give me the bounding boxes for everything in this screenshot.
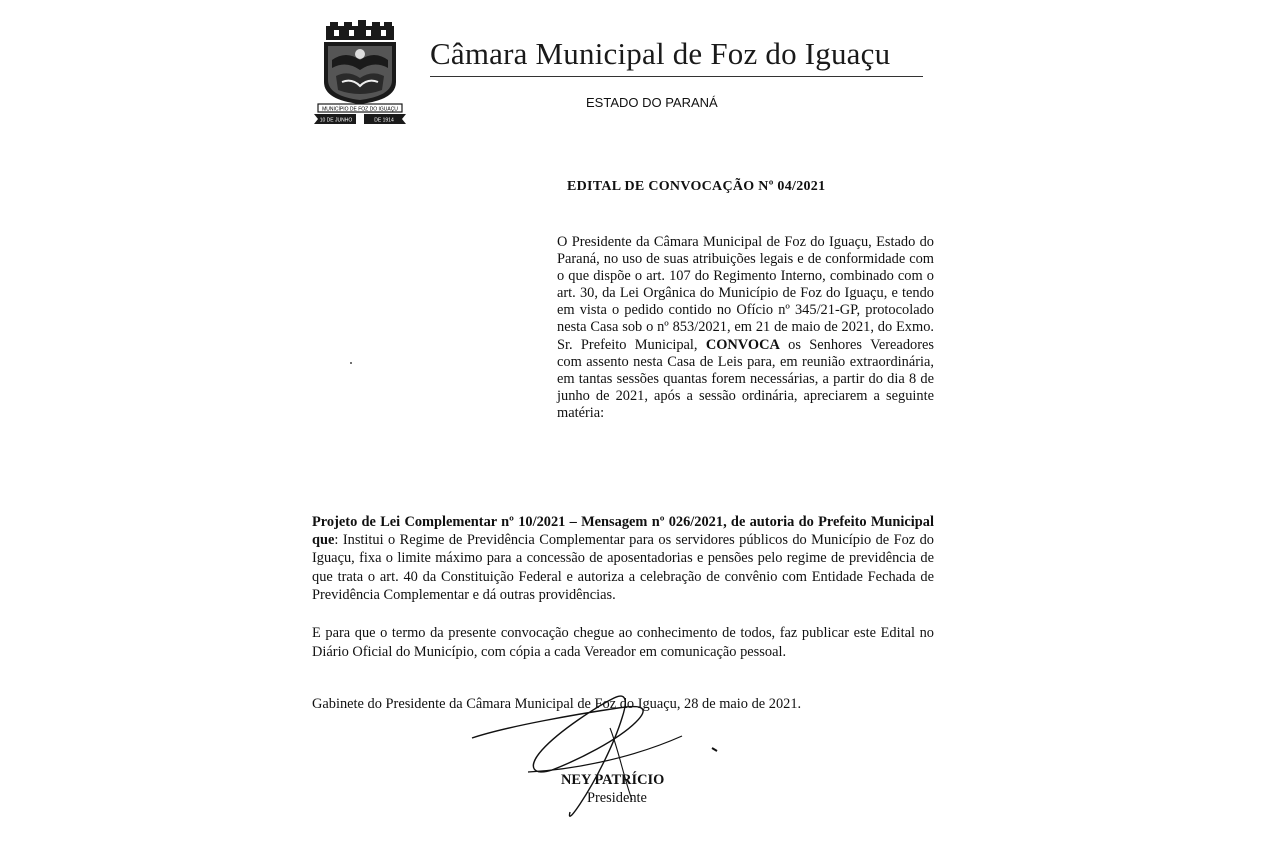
municipal-crest — [312, 20, 408, 128]
signoff-line: Gabinete do Presidente da Câmara Municipal de Foz do Iguaçu, 28 de maio de 2021. — [312, 696, 802, 712]
publication-paragraph: E para que o termo da presente convocação chegue ao conhecimento de todos, faz publicar este Edital no Diário Oficial do Município, com cópia a cada Vereador em comunicação pessoal. — [312, 625, 934, 660]
state-subtitle: ESTADO DO PARANÁ — [586, 95, 718, 110]
institution-title: Câmara Municipal de Foz do Iguaçu — [430, 36, 891, 71]
convocation-keyword: CONVOCA — [705, 336, 780, 353]
crest-banner-text: MUNICÍPIO DE FOZ DO IGUAÇU — [322, 106, 398, 113]
convocation-text-part2: os Senhores Vereadores com assento nesta Casa de Leis para, em reunião extraordinária, em tantas sessões quantas forem necessárias, a partir do dia 8 de junho de 2021, após a sessão ordinária, apreciarem a seguinte matéria: — [557, 336, 934, 421]
projeto-description: : Institui o Regime de Previdência Complementar para os servidores públicos do Município de Foz do Iguaçu, fixa o limite máximo para a concessão de aposentadorias e pensões pelo regime de previdência de que trata o art. 40 da Constituição Federal e autoriza a celebração de convênio com Entidade Fechada de Previdência Complementar e dá outras providências. — [312, 532, 934, 603]
signer-role: Presidente — [587, 790, 647, 806]
convocation-paragraph — [557, 234, 934, 422]
crest-left-ribbon: 10 DE JUNHO — [319, 117, 353, 124]
convocation-text-part1: O Presidente da Câmara Municipal de Foz do Iguaçu, Estado do Paraná, no uso de suas atribuições legais e de conformidade com o que dispõe o art. 107 do Regimento Interno, combinado com o art. 30, da Lei Orgânica do Município de Foz do Iguaçu, e tendo em vista o pedido contido no Ofício nº 345/21-GP, protocolado nesta Casa sob o nº 853/2021, em 21 de maio de 2021, do Exmo. Sr. Prefeito Municipal, — [557, 234, 934, 353]
handwritten-signature — [468, 688, 728, 828]
projeto-paragraph — [312, 513, 934, 604]
scan-speck — [350, 362, 352, 364]
crest-right-ribbon: DE 1914 — [374, 117, 394, 124]
signer-name: NEY PATRÍCIO — [561, 772, 665, 788]
header-divider — [430, 76, 923, 77]
edital-title: EDITAL DE CONVOCAÇÃO Nº 04/2021 — [567, 179, 826, 194]
projeto-heading: Projeto de Lei Complementar nº 10/2021 – Mensagem nº 026/2021, de autoria do Prefeito Municipal que — [312, 514, 934, 549]
